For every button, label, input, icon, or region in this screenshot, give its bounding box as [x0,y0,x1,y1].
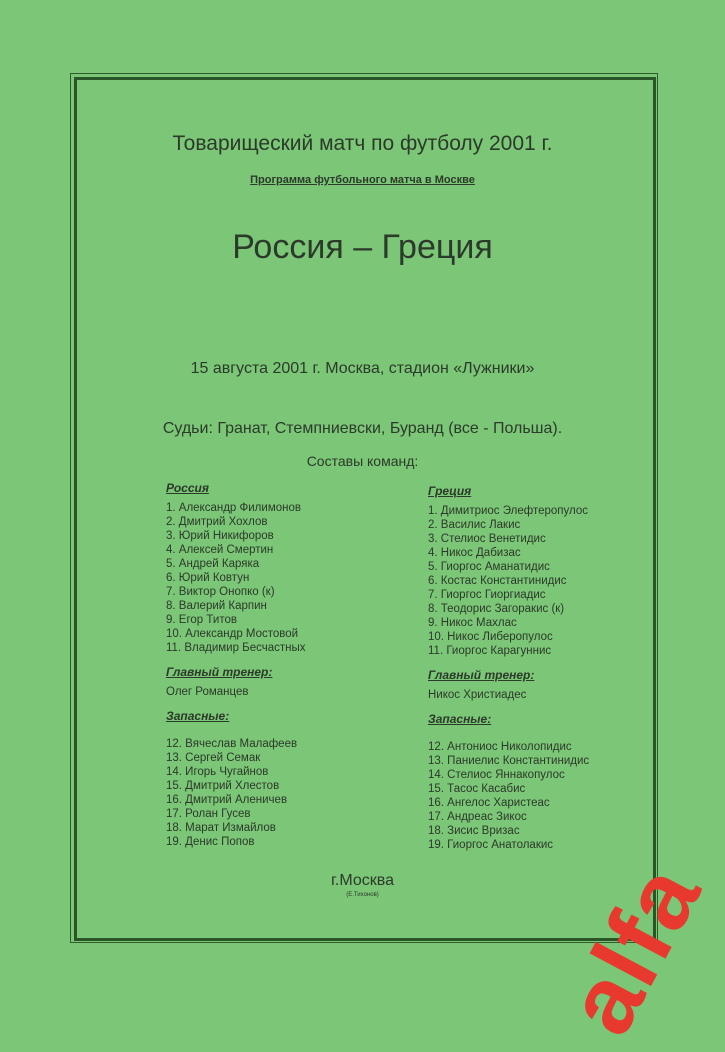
greece-lineup [428,484,589,852]
list-item: 15. Дмитрий Хлестов [166,780,280,792]
list-item: 13. Сергей Семак [166,752,261,764]
list-item: 14. Игорь Чугайнов [166,766,269,778]
list-item: 17. Андреас Зикос [428,811,527,823]
list-item: 19. Гиоргос Анатолакис [428,839,554,851]
city: г.Москва [331,872,394,889]
list-item: 5. Андрей Каряка [166,558,260,570]
team-name: Греция [428,484,472,498]
list-item: 5. Гиоргос Аманатидис [428,561,550,573]
list-item: 3. Юрий Никифоров [166,530,274,542]
match-teams: Россия – Греция [232,228,493,266]
list-item: 16. Дмитрий Аленичев [166,794,288,806]
list-item: 8. Валерий Карпин [166,600,267,612]
list-item: 9. Егор Титов [166,614,237,626]
list-item: 7. Виктор Онопко (к) [166,586,275,598]
subs-list [428,740,589,852]
document-title: Товарищеский матч по футболу 2001 г. [172,132,553,155]
list-item: 2. Дмитрий Хохлов [166,516,268,528]
list-item: 8. Теодорис Загоракис (к) [428,603,565,615]
list-item: 10. Никос Либеропулос [428,631,553,643]
match-date-venue: 15 августа 2001 г. Москва, стадион «Лужники» [190,360,535,377]
list-item: 2. Василис Лакис [428,519,521,531]
coach-name: Олег Романцев [166,686,249,698]
list-item: 9. Никос Махлас [428,617,517,629]
list-item: 17. Ролан Гусев [166,808,251,820]
russia-lineup [166,481,306,849]
list-item: 12. Вячеслав Малафеев [166,738,298,750]
document-subtitle: Программа футбольного матча в Москве [250,174,475,186]
list-item: 4. Никос Дабизас [428,547,521,559]
list-item: 12. Антониос Николопидис [428,741,572,753]
lineups-heading: Составы команд: [306,453,419,469]
list-item: 11. Гиоргос Карагуннис [428,645,552,657]
list-item: 13. Паниелис Константинидис [428,755,590,767]
list-item: 16. Ангелос Харистеас [428,797,550,809]
player-list [166,501,306,655]
referees: Судьи: Гранат, Стемпниевски, Буранд (все - Польша). [162,420,563,437]
coach-name: Никос Христиадес [428,689,527,701]
list-item: 14. Стелиос Яннакопулос [428,769,565,781]
list-item: 6. Костас Константинидис [428,575,567,587]
credit: (Е.Тихонов) [346,892,379,898]
list-item: 11. Владимир Бесчастных [166,642,306,654]
list-item: 4. Алексей Смертин [166,544,274,556]
list-item: 18. Марат Измайлов [166,822,276,834]
list-item: 10. Александр Мостовой [166,628,299,640]
player-list [428,504,589,658]
list-item: 6. Юрий Ковтун [166,572,250,584]
list-item: 1. Александр Филимонов [166,502,301,514]
list-item: 3. Стелиос Венетидис [428,533,546,545]
list-item: 19. Денис Попов [166,836,255,848]
subs-label: Запасные: [428,712,492,726]
list-item: 18. Зисис Вризас [428,825,520,837]
list-item: 7. Гиоргос Гиоргиадис [428,589,546,601]
coach-label: Главный тренер: [428,668,535,682]
alfa-watermark: alfa [545,847,722,1051]
subs-label: Запасные: [166,709,230,723]
coach-label: Главный тренер: [166,665,273,679]
list-item: 15. Тасос Касабис [428,783,526,795]
list-item: 1. Димитриос Элефтеропулос [428,505,588,517]
subs-list [166,737,306,849]
team-name: Россия [166,481,209,495]
